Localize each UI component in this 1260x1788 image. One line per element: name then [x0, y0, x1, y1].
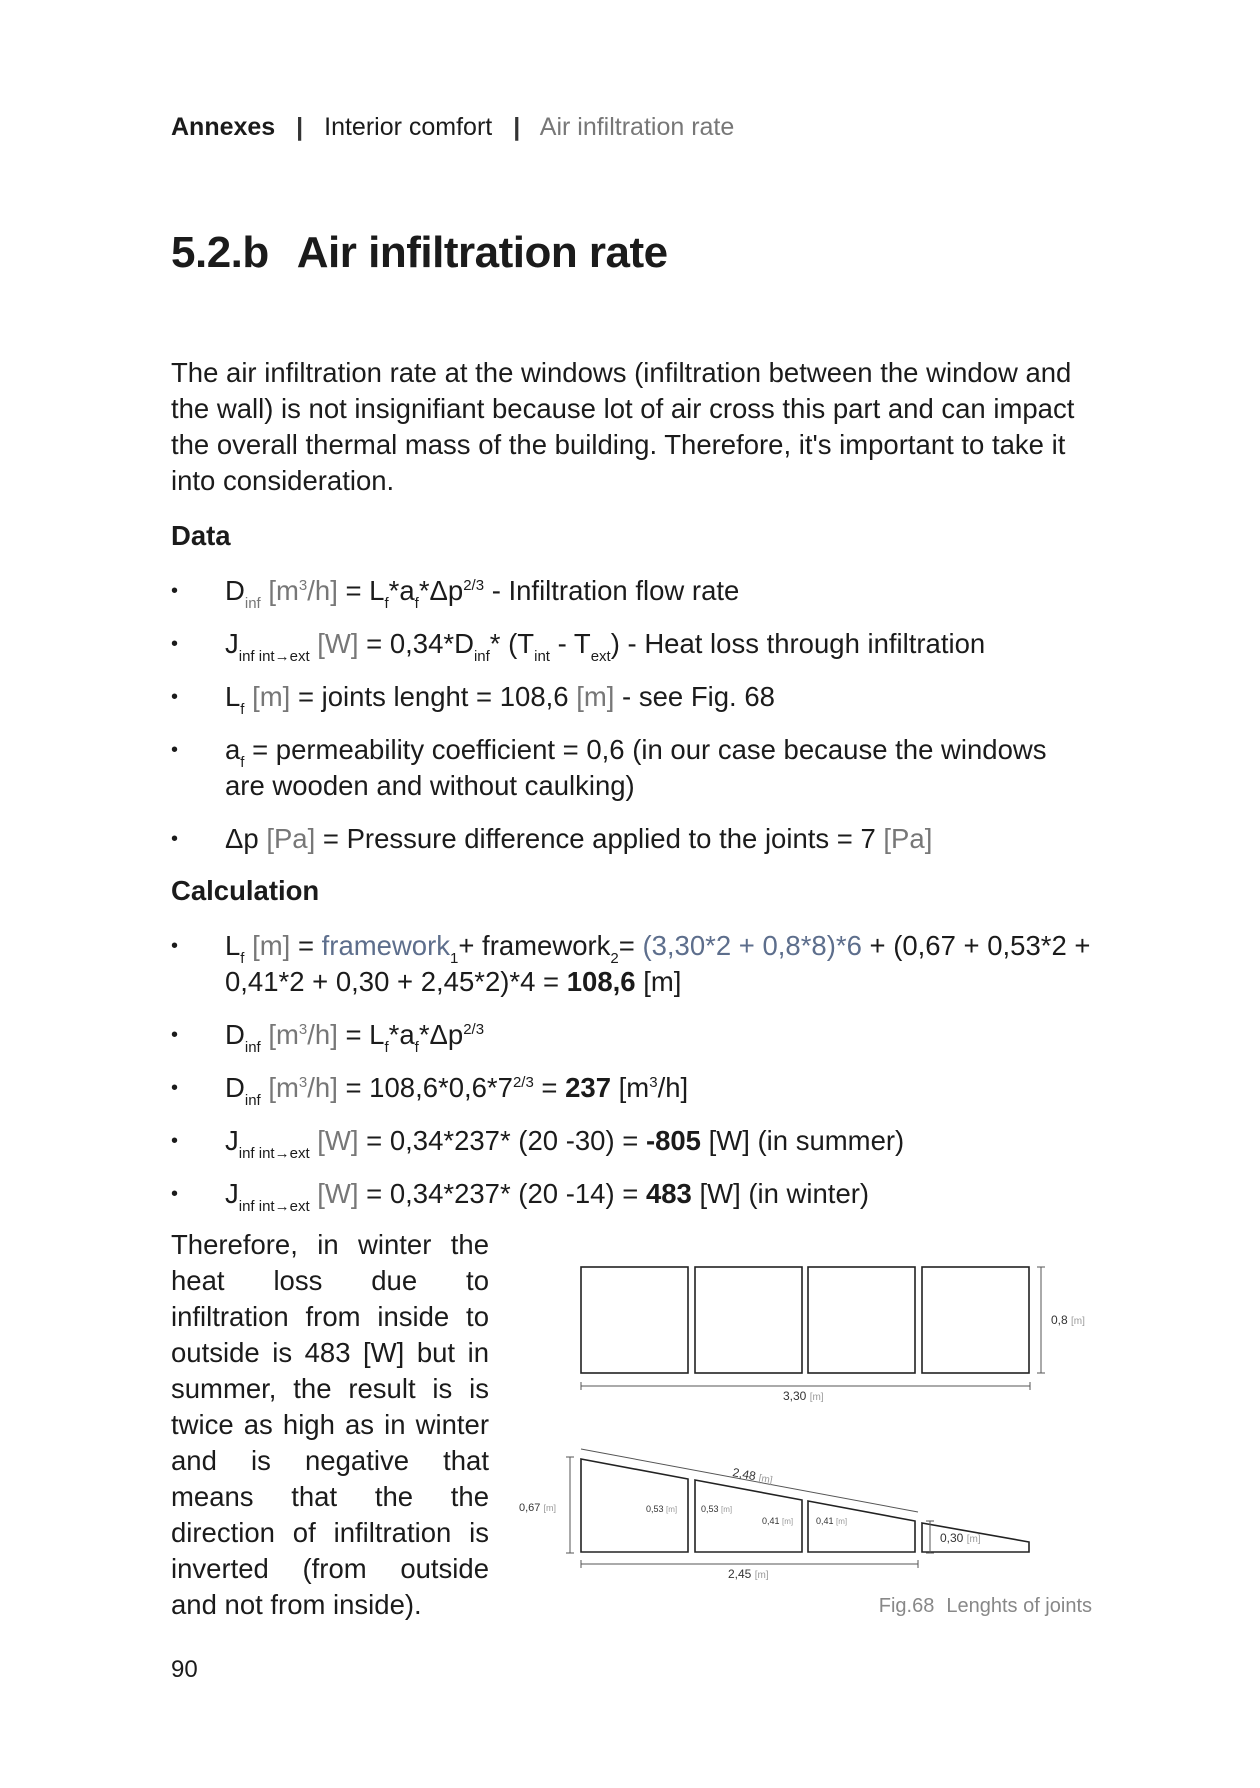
pane-4 — [922, 1267, 1029, 1373]
bottom-top-edge-label: 2,48 [m] — [731, 1465, 774, 1487]
pane-2 — [695, 1267, 802, 1373]
bottom-right-height-label: 0,30 [m] — [940, 1531, 981, 1545]
data-item-heat-loss: • $J_{inf int\to ext}$ $[W] = 0,34*D_{inf}*$ $(T_{int} - T_{ext})$ - Heat loss through infiltration — [171, 626, 1092, 662]
figure-caption-text: Lenghts of joints — [946, 1595, 1092, 1617]
figure-number: Fig.68 — [878, 1595, 935, 1617]
bottom-width-label: 2,45 [m] — [728, 1567, 769, 1581]
bottom-h3-label: 0,41 [m] — [762, 1516, 794, 1526]
data-heading: Data — [171, 520, 231, 551]
calc-item-summer: • $J_{inf int\to ext}$ [W] = 0,34*237* (20 -30) = -805 [W] (in summer) — [171, 1123, 1092, 1159]
intro-paragraph: The air infiltration rate at the windows (infiltration between the window and the wall) is not insignifiant because lot of air cross this part and can impact the overall thermal mass of the building. Therefore, it's important to take it into consideration. — [171, 357, 1075, 496]
data-item-pressure-difference: • Δp [Pa] = Pressure difference applied to the joints = 7 [Pa] — [171, 821, 1092, 857]
figure-caption — [879, 1595, 1092, 1618]
bottom-pane-2 — [695, 1480, 802, 1552]
calc-item-joints-length: • $L_f$ [m] = framework$_1$+ framework$_2$= (3,30*2 + 0,8*8)*6 + (0,67 + 0,53*2 + 0,41*2 + 0,30 + 2,45*2)*4 = 108,6 [m] — [171, 928, 1092, 1000]
breadcrumb-separator: | — [296, 113, 304, 141]
breadcrumb-chapter: Interior comfort — [324, 113, 493, 141]
data-list — [171, 573, 1092, 874]
page-title — [171, 228, 668, 278]
calc-item-winter: • $J_{inf int\to ext}$ [W] = 0,34*237* (20 -14) = 483 [W] (in winter) — [171, 1176, 1092, 1212]
calc-item-flow-result: • $D_{inf}$ $[m^3/h] = 108,6*0,6*7^{2/3} = 237$ $[m^3/h]$ — [171, 1070, 1092, 1106]
bottom-h4-label: 0,41 [m] — [816, 1516, 848, 1526]
breadcrumb-section: Annexes — [171, 113, 276, 141]
section-number: 5.2.b — [171, 228, 269, 277]
breadcrumb-topic: Air infiltration rate — [539, 113, 735, 141]
data-item-joints-length: • $L_f$ [m] = joints lenght = 108,6 [m] - see Fig. 68 — [171, 679, 1092, 715]
bottom-h2-label: 0,53 [m] — [701, 1504, 733, 1514]
breadcrumb — [171, 113, 734, 142]
page-number: 90 — [171, 1656, 198, 1683]
top-width-label: 3,30 [m] — [783, 1389, 824, 1403]
calc-item-flow-formula: • $D_{inf}$ $[m^3/h] = L_f*a_f*\Delta p^{2/3}$ — [171, 1017, 1092, 1053]
breadcrumb-separator: | — [513, 113, 521, 141]
calculation-heading: Calculation — [171, 875, 320, 906]
conclusion-paragraph: Therefore, in winter the heat loss due to infiltration from inside to outside is 483 [W] but in summer, the result is is twice as high as in winter and is negative that means that the the direction of infiltration is inverted (from outside and not from inside). — [171, 1229, 489, 1620]
pane-3 — [808, 1267, 915, 1373]
section-title: Air infiltration rate — [296, 228, 668, 277]
top-dimensions — [581, 1267, 1045, 1390]
bottom-left-height-label: 0,67 [m] — [519, 1502, 556, 1514]
calculation-list — [171, 928, 1092, 1229]
data-item-infiltration-flow-rate: • $D_{inf}$ $[m^3/h] = L_f*a_f*\Delta p^{2/3}$ - Infiltration flow rate — [171, 573, 1092, 609]
framework-top — [581, 1267, 1029, 1373]
bottom-h1-label: 0,53 [m] — [646, 1504, 678, 1514]
data-item-permeability: • $a_f$ = permeability coefficient = 0,6 (in our case because the windows are wooden and without caulking) — [171, 732, 1092, 804]
joints-diagram — [500, 1250, 1100, 1590]
pane-1 — [581, 1267, 688, 1373]
top-height-label: 0,8 [m] — [1051, 1313, 1085, 1327]
